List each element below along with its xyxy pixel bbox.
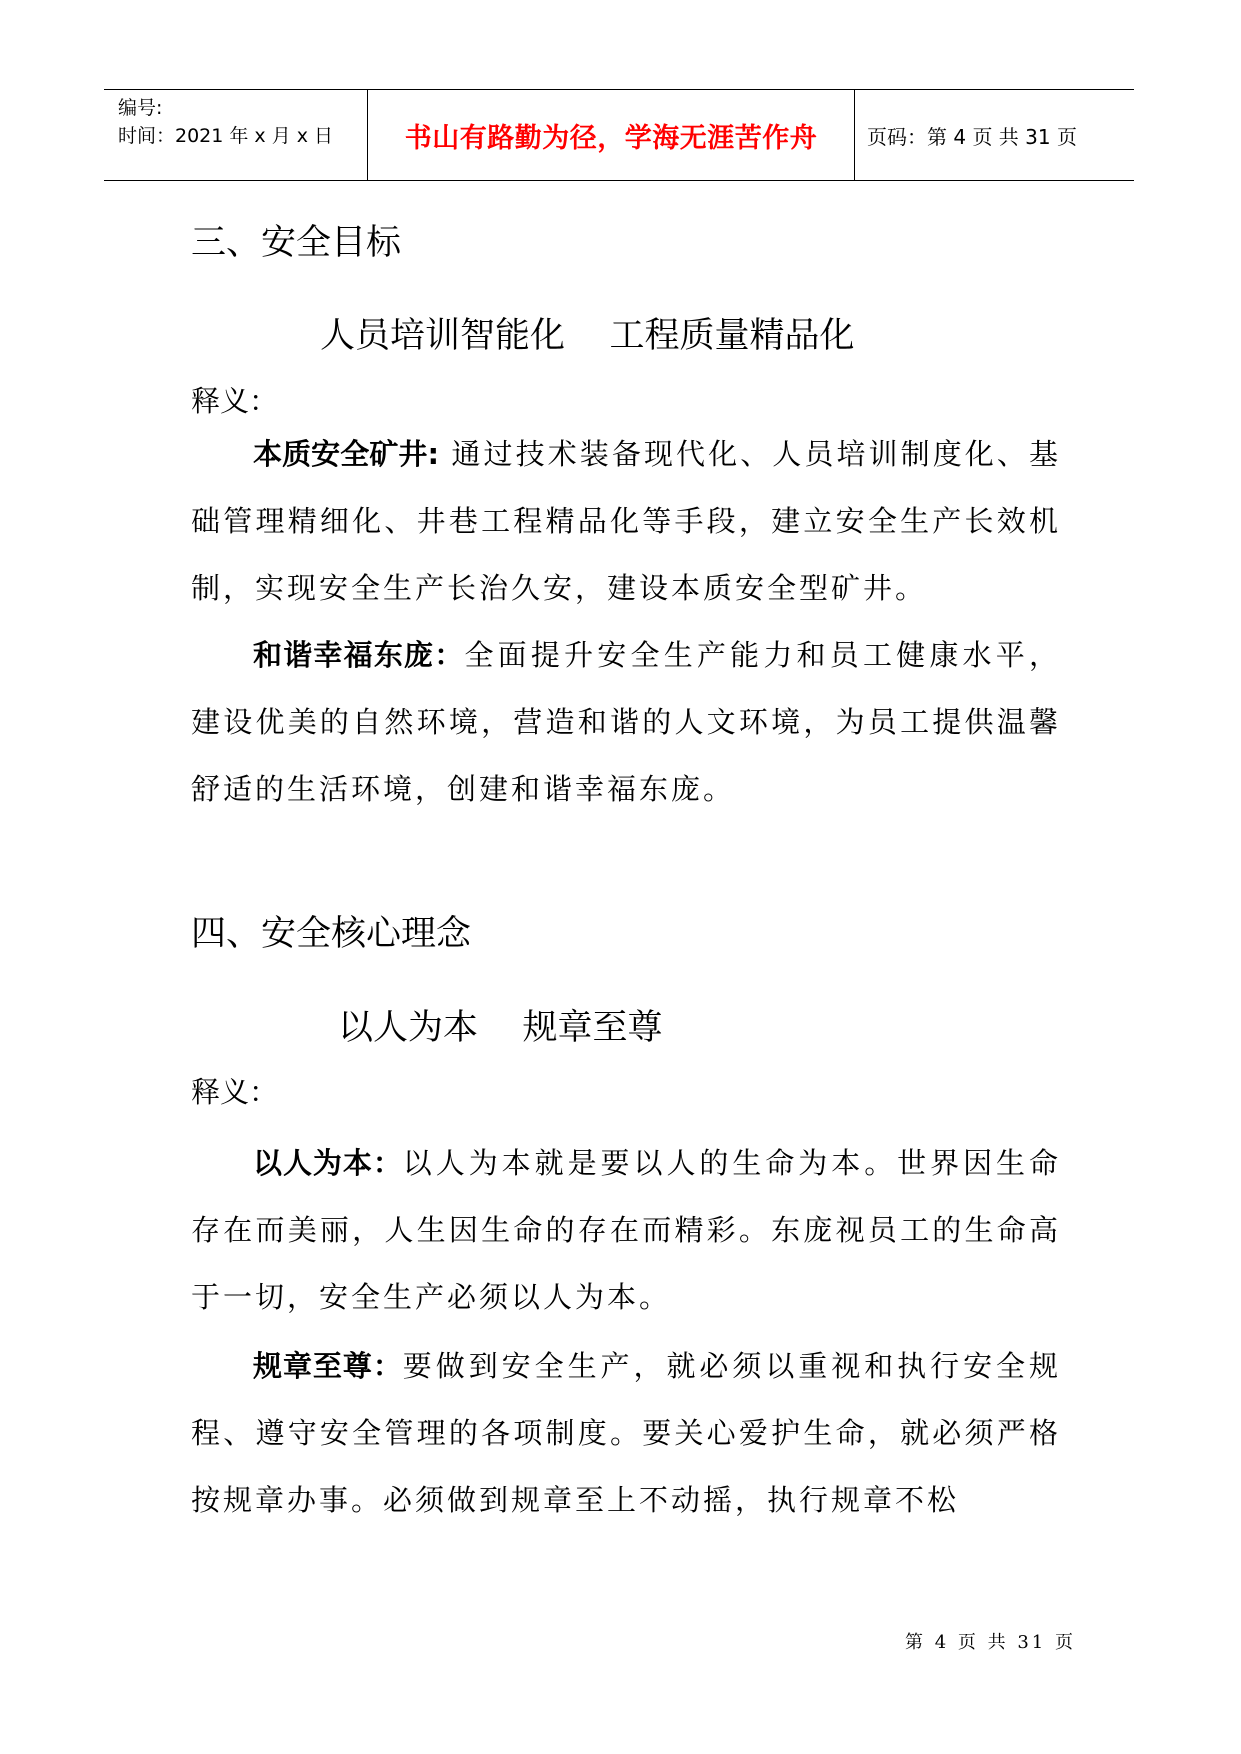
term-people-oriented: 以人为本： xyxy=(253,1146,403,1180)
paragraph-text: 以人为本就是要以人的生命为本。世界因生命存在而美丽，人生因生命的存在而精彩。东庞视员工的生命高于一切，安全生产必须以人为本。 xyxy=(191,1146,1061,1314)
section-3-heading: 三、安全目标 xyxy=(191,223,402,263)
section-3-paragraph-2 xyxy=(191,622,1061,823)
term-rules-supreme: 规章至尊： xyxy=(253,1349,403,1383)
paragraph-text: 全面提升安全生产能力和员工健康水平，建设优美的自然环境，营造和谐的人文环境，为员工提供温馨舒适的生活环境，创建和谐幸福东庞。 xyxy=(191,638,1061,806)
section-4-slogan: 以人为本 规章至尊 xyxy=(338,1008,663,1048)
paragraph-text: 要做到安全生产，就必须以重视和执行安全规程、遵守安全管理的各项制度。要关心爱护生命，就必须严格按规章办事。必须做到规章至上不动摇，执行规章不松 xyxy=(191,1349,1061,1517)
document-number-label: 编号: xyxy=(118,97,163,119)
section-3-slogan: 人员培训智能化 工程质量精品化 xyxy=(320,316,855,356)
paragraph-text: 通过技术装备现代化、人员培训制度化、基础管理精细化、井巷工程精品化等手段，建立安全生产长效机制，实现安全生产长治久安，建设本质安全型矿井。 xyxy=(191,437,1061,605)
header-meta xyxy=(104,90,368,180)
section-4-paragraph-2 xyxy=(191,1333,1061,1534)
section-4-heading: 四、安全核心理念 xyxy=(191,914,472,954)
term-intrinsic-safety-mine: 本质安全矿井: xyxy=(253,437,440,471)
section-4-paragraph-1 xyxy=(191,1130,1061,1331)
section-3-paragraph-1 xyxy=(191,421,1061,622)
section-3-explanation-label: 释义： xyxy=(191,384,279,418)
page-header xyxy=(104,89,1134,181)
page-footer: 第 4 页 共 31 页 xyxy=(905,1632,1076,1653)
term-harmonious-dongpang: 和谐幸福东庞： xyxy=(253,638,465,672)
document-time: 时间：2021 年 x 月 x 日 xyxy=(118,125,334,147)
header-motto: 书山有路勤为径，学海无涯苦作舟 xyxy=(368,90,855,180)
header-page-info: 页码：第 4 页 共 31 页 xyxy=(867,124,1077,149)
section-4-explanation-label: 释义： xyxy=(191,1075,279,1109)
